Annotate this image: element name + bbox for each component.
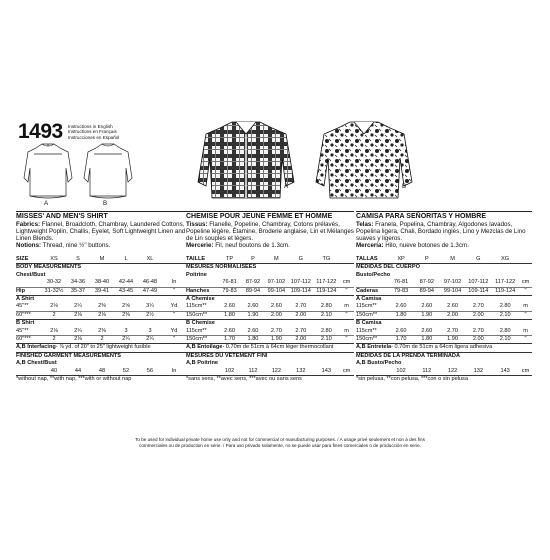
view-a-small-label: A (44, 200, 49, 207)
spanish-title: CAMISA PARA SEÑORITAS Y HOMBRE (356, 213, 487, 220)
spanish-table: TALLAS XP P M G XG MEDIDAS DEL CUERPO Busto/Pecho 76-81 87-92 97-102 107-112 117-122 cm Caderas 79-83 89-94 99-104 109-114 119-124 " A Camisa 115cm** 2.60 2.60 2.60 2.70 2.80 m 150cm** 1.80 1.90 2.00 2.00 2.10 " B Camisa 115cm** 2.60 2.60 2.70 2.70 2.80 m 150cm** 1.70 1.80 1.90 2.00 2.10 " A,B Entretela- 0.70m de 51cm a 64cm ligera adhesiva MEDIDAS DE LA PRENDA TERMINADA A,B Busto/Pecho 102 112 122 132 143 cm *sin pelusa, **con pelusa, ***con o sin pelusa (356, 256, 532, 383)
view-a-label: A (284, 183, 289, 190)
french-table: TAILLE TP P M G TG MESURES NORMALISÉES Poitrine 76-81 87-92 97-102 107-112 117-122 cm Hanches 79-83 89-94 99-104 109-114 119-124 " A Chemise 115cm** 2.60 2.60 2.60 2.70 2.80 m 150cm** 1.80 1.90 2.00 2.00 2.10 " B Chemise 115cm** 2.60 2.60 2.70 2.70 2.80 m 150cm** 1.70 1.80 1.90 2.00 2.10 " A,B Entoilage- 0.70m de 51cm à 64cm léger thermocollant MESURES DU VÊTEMENT FINI A,B Poitrine 102 112 122 132 143 cm *sans sens, **avec sens, ***avec ou sans sens (186, 256, 354, 383)
instructions-french: Instructions en Français (68, 129, 117, 135)
floral-shirt-view-b-illustration (314, 118, 414, 204)
french-notions: Mercerie: Fil, neuf boutons de 1.3cm. (186, 242, 290, 249)
usage-notice-line-2: commerciales ou de production en série. / Para uso privado solamente, no se puede usar para fines comerciales o de producción en serie. (139, 442, 421, 448)
instructions-english: Instructions in English (68, 124, 113, 129)
french-column (186, 213, 354, 249)
spanish-column (356, 213, 532, 249)
english-title: MISSES' AND MEN'S SHIRT (16, 213, 108, 220)
french-footnote: *sans sens, **avec sens, ***avec ou sans sens (186, 376, 302, 383)
french-fabrics: Tissus: Flanelle, Popeline, Chambray, Cotons prélavés, Popeline légère, Étamine, Broderie anglaise, Lin et Mélanges de Lin souples et légers. (186, 221, 354, 242)
usage-notice (60, 437, 500, 448)
english-footnote: *without nap, **with nap, ***with or without nap (16, 376, 132, 383)
english-column (16, 213, 186, 249)
spanish-notions: Mercería: Hilo, nueve botones de 1.3cm. (356, 242, 469, 249)
english-table: SIZE XS S M L XL BODY MEASUREMENTS Chest/Bust 30-32 34-36 38-40 42-44 46-48 In Hip 31-32½ 35-37 39-41 43-45 47-49 " A Shirt 45"** 2⅛ 2¼ 2⅜ 2⅝ 3¼ Yd 60"*** 2 2⅛ 2⅛ 2⅜ 2½ " B Shirt 45"** 2⅛ 2¼ 2⅜ 3 3 Yd 60"*** 2 2⅛ 2 2¼ 2¼ " A,B Interfacing- ⅞ yd. of 20" to 25" lightweight fusible FINISHED GARMENT MEASUREMENTS A,B Chest/Bust 40 44 48 52 56 In *without nap, **with nap, ***with or without nap (16, 256, 186, 383)
view-b-small-label: B (103, 200, 108, 207)
spanish-fabrics: Telas: Franela, Popelina, Chambray, Algodones lavados, Popelina ligera, Chali, Bordado inglés, Lino y Mezclas de Lino suaves y ligeros. (356, 221, 526, 242)
usage-notice-line-1: To be used for individual private home use only and not for commercial or manufacturing purposes. / A usage privé seulement et non à des fins (135, 437, 425, 442)
instructions-spanish: Instrucciones en Español (68, 134, 120, 140)
french-title: CHEMISE POUR JEUNE FEMME ET HOMME (186, 213, 333, 220)
shirt-back-views-illustration (20, 138, 140, 210)
pattern-number: 1493 (18, 120, 63, 143)
english-notions: Notions: Thread, nine ½" buttons. (16, 242, 111, 249)
english-fabrics: Fabrics: Flannel, Broadcloth, Chambray, Laundered Cottons, Lightweight Poplin, Challis, Eyelet, Soft Lightweight Linen and Linen Blends. (16, 221, 186, 242)
view-b-label: B (402, 183, 407, 190)
spanish-footnote: *sin pelusa, **con pelusa, ***con o sin pelusa (356, 376, 468, 383)
plaid-shirt-view-a-illustration (196, 118, 296, 204)
